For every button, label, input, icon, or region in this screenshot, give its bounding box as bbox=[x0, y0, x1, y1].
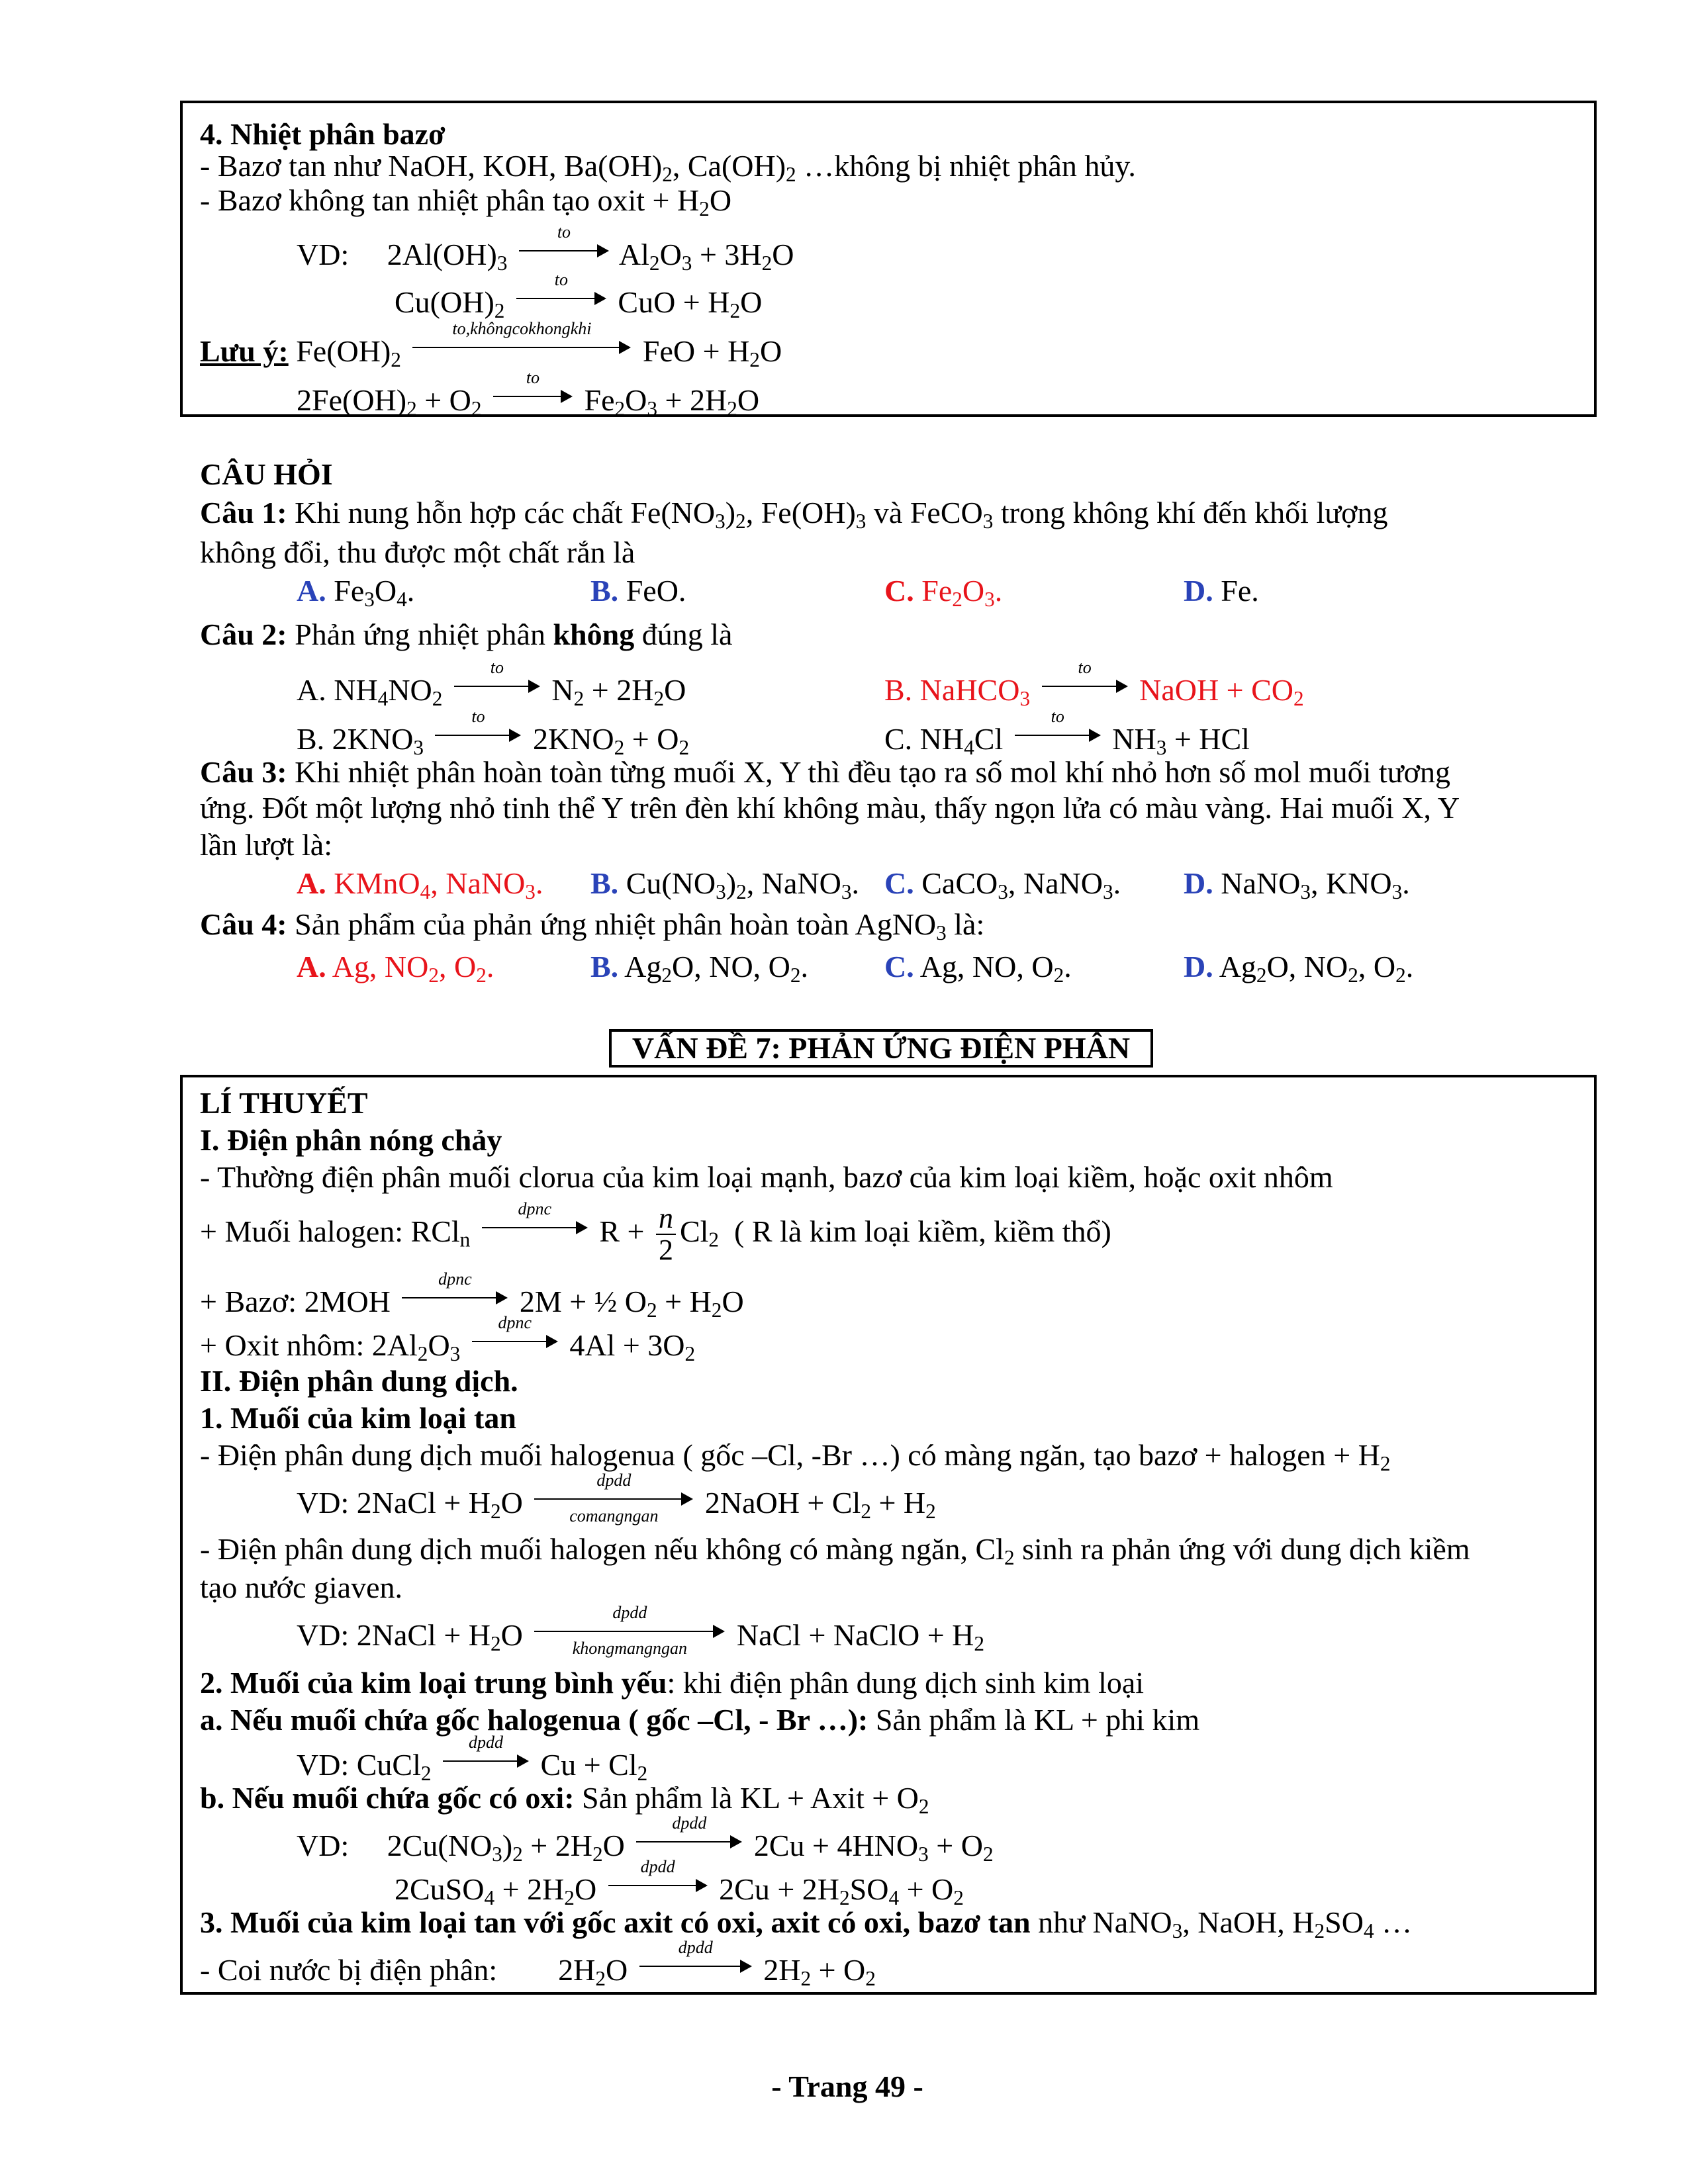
section-4-line-2: - Bazơ không tan nhiệt phân tạo oxit + $H_2O$ bbox=[200, 183, 732, 220]
part-2-2a-line: a. Nếu muối chứa gốc halogenua ( gốc –Cl, - Br …): Sản phẩm là KL + phi kim bbox=[200, 1703, 1200, 1737]
arrow: to bbox=[493, 380, 573, 410]
part-1-title: I. Điện phân nóng chảy bbox=[200, 1123, 502, 1157]
q3-line-c: lần lượt là: bbox=[200, 828, 332, 862]
li-thuyet-heading: LÍ THUYẾT bbox=[200, 1086, 368, 1120]
q2-option-c: C. $NH_4Cl$ to $NH_3$ + HCl bbox=[884, 707, 1250, 759]
part-2-title: II. Điện phân dung dịch. bbox=[200, 1364, 518, 1398]
equation-al2o3: + Oxit nhôm: $2Al_2O_3$ dpnc $4Al + 3O_2$ bbox=[200, 1313, 696, 1365]
q3-line-b: ứng. Đốt một lượng nhỏ tinh thể Y trên đèn khí không màu, thấy ngọn lửa có màu vàng. Hai muối X, Y bbox=[200, 791, 1460, 825]
equation-cuoh2: $Cu(OH)_2$ to CuO + $H_2O$ bbox=[395, 270, 763, 322]
q2-option-b2: B. $2KNO_3$ to $2KNO_2 + O_2$ bbox=[297, 707, 690, 759]
q4-option-d: D. $Ag_2O$, $NO_2$, $O_2$. bbox=[1184, 950, 1414, 987]
q1-line-b: không đổi, thu được một chất rắn là bbox=[200, 535, 635, 569]
equation-feoh2: Lưu ý: $Fe(OH)_2$ to,khôngcokhongkhi FeO + $H_2O$ bbox=[200, 319, 782, 371]
equation-cuso4: 2CuSO$_4$ + $2H_2O$ dpdd $2Cu + 2H_2SO_4 + O_2$ bbox=[395, 1857, 964, 1909]
q3-option-b: B. $Cu(NO_3)_2$, NaNO$_3$. bbox=[590, 866, 859, 903]
part-2-2-line: 2. Muối của kim loại trung bình yếu: khi điện phân dung dịch sinh kim loại bbox=[200, 1666, 1145, 1700]
q3-option-a: A. KMnO$_4$, NaNO$_3$. bbox=[297, 866, 543, 903]
q1-option-d: D. Fe. bbox=[1184, 574, 1259, 608]
q1-line-a: Câu 1: Khi nung hỗn hợp các chất $Fe(NO_3)_2$, $Fe(OH)_3$ và FeCO$_3$ trong không khí đến khối lượng bbox=[200, 496, 1388, 533]
equation-aloh3: VD: $2Al(OH)_3$ to $Al_2O_3 + 3H_2O$ bbox=[297, 222, 794, 275]
equation-nacl-membrane: VD: 2NaCl + $H_2O$ dpdd comangngan 2NaOH + $Cl_2 + H_2$ bbox=[297, 1471, 936, 1525]
section-4-line-1: - Bazơ tan như NaOH, KOH, $Ba(OH)_2$, $Ca(OH)_2$ …không bị nhiệt phân hủy. bbox=[200, 149, 1136, 186]
section-7-title: VẤN ĐỀ 7: PHẢN ỨNG ĐIỆN PHÂN bbox=[609, 1029, 1153, 1068]
q4-line: Câu 4: Sản phẩm của phản ứng nhiệt phân hoàn toàn AgNO$_3$ là: bbox=[200, 907, 985, 944]
equation-rcln: + Muối halogen: RCl$_n$ dpnc R + $\frac{n}{2}$ $Cl_2$ ( R là kim loại kiềm, kiềm thổ) bbox=[200, 1199, 1111, 1267]
part-2-1-line2a: - Điện phân dung dịch muối halogen nếu không có màng ngăn, $Cl_2$ sinh ra phản ứng với dung dịch kiềm bbox=[200, 1532, 1470, 1569]
equation-cucl2: VD: CuCl$_2$ dpdd $Cu + Cl_2$ bbox=[297, 1733, 648, 1785]
part-2-1-title: 1. Muối của kim loại tan bbox=[200, 1401, 516, 1435]
section-4-title: 4. Nhiệt phân bazơ bbox=[200, 117, 445, 151]
part-2-1-line: - Điện phân dung dịch muối halogenua ( gốc –Cl, -Br …) có màng ngăn, tạo bazơ + halogen + $H_2$ bbox=[200, 1438, 1391, 1475]
part-1-line: - Thường điện phân muối clorua của kim loại mạnh, bazơ của kim loại kiềm, hoặc oxit nhôm bbox=[200, 1160, 1333, 1194]
questions-heading: CÂU HỎI bbox=[200, 457, 333, 491]
fraction-n-over-2: $\frac{n}{2}$ bbox=[656, 1203, 676, 1265]
q3-option-d: D. NaNO$_3$, $KNO_3$. bbox=[1184, 866, 1410, 903]
equation-water: - Coi nước bị điện phân: $2H_2O$ dpdd $2H_2 + O_2$ bbox=[200, 1938, 876, 1990]
q4-option-b: B. $Ag_2O$, NO, $O_2$. bbox=[590, 950, 809, 987]
part-2-2b-line: b. Nếu muối chứa gốc có oxi: Sản phẩm là KL + Axit + $O_2$ bbox=[200, 1781, 929, 1818]
q1-option-c: C. $Fe_2O_3$. bbox=[884, 574, 1003, 611]
equation-cuno3: VD: $2Cu(NO_3)_2 + 2H_2O$ dpdd $2Cu + 4HNO_3 + O_2$ bbox=[297, 1813, 994, 1866]
q3-line-a: Câu 3: Khi nhiệt phân hoàn toàn từng muối X, Y thì đều tạo ra số mol khí nhỏ hơn số mol muối tương bbox=[200, 755, 1450, 789]
arrow: to bbox=[519, 234, 609, 265]
arrow: to bbox=[516, 282, 606, 312]
q2-option-b: B. NaHCO$_3$ to NaOH + $CO_2$ bbox=[884, 658, 1304, 710]
luu-y-label: Lưu ý: bbox=[200, 334, 289, 368]
page-number: - Trang 49 - bbox=[771, 2070, 923, 2103]
arrow: to,khôngcokhongkhi bbox=[412, 331, 631, 361]
q2-line: Câu 2: Phản ứng nhiệt phân không đúng là bbox=[200, 617, 733, 651]
equation-moh: + Bazơ: 2MOH dpnc 2M + ½ $O_2 + H_2O$ bbox=[200, 1269, 744, 1322]
q4-option-c: C. Ag, NO, $O_2$. bbox=[884, 950, 1072, 987]
part-2-1-line2b: tạo nước giaven. bbox=[200, 1570, 402, 1604]
q2-option-a: A. $NH_4NO_2$ to $N_2 + 2H_2O$ bbox=[297, 658, 686, 710]
q1-options: A. $Fe_3O_4$. bbox=[297, 574, 415, 611]
q4-option-a: A. Ag, $NO_2$, $O_2$. bbox=[297, 950, 494, 987]
q1-option-b: B. FeO. bbox=[590, 574, 686, 608]
vd-label: VD: bbox=[297, 238, 350, 271]
equation-feoh2-o2: $2Fe(OH)_2 + O_2$ to $Fe_2O_3 + 2H_2O$ bbox=[297, 368, 760, 420]
equation-nacl-no-membrane: VD: 2NaCl + $H_2O$ dpdd khongmangngan NaCl + NaClO + $H_2$ bbox=[297, 1603, 985, 1658]
q3-option-c: C. CaCO$_3$, NaNO$_3$. bbox=[884, 866, 1121, 903]
part-2-3-line: 3. Muối của kim loại tan với gốc axit có oxi, axit có oxi, bazơ tan như NaNO$_3$, NaOH, $H_2SO_4$ … bbox=[200, 1905, 1413, 1942]
